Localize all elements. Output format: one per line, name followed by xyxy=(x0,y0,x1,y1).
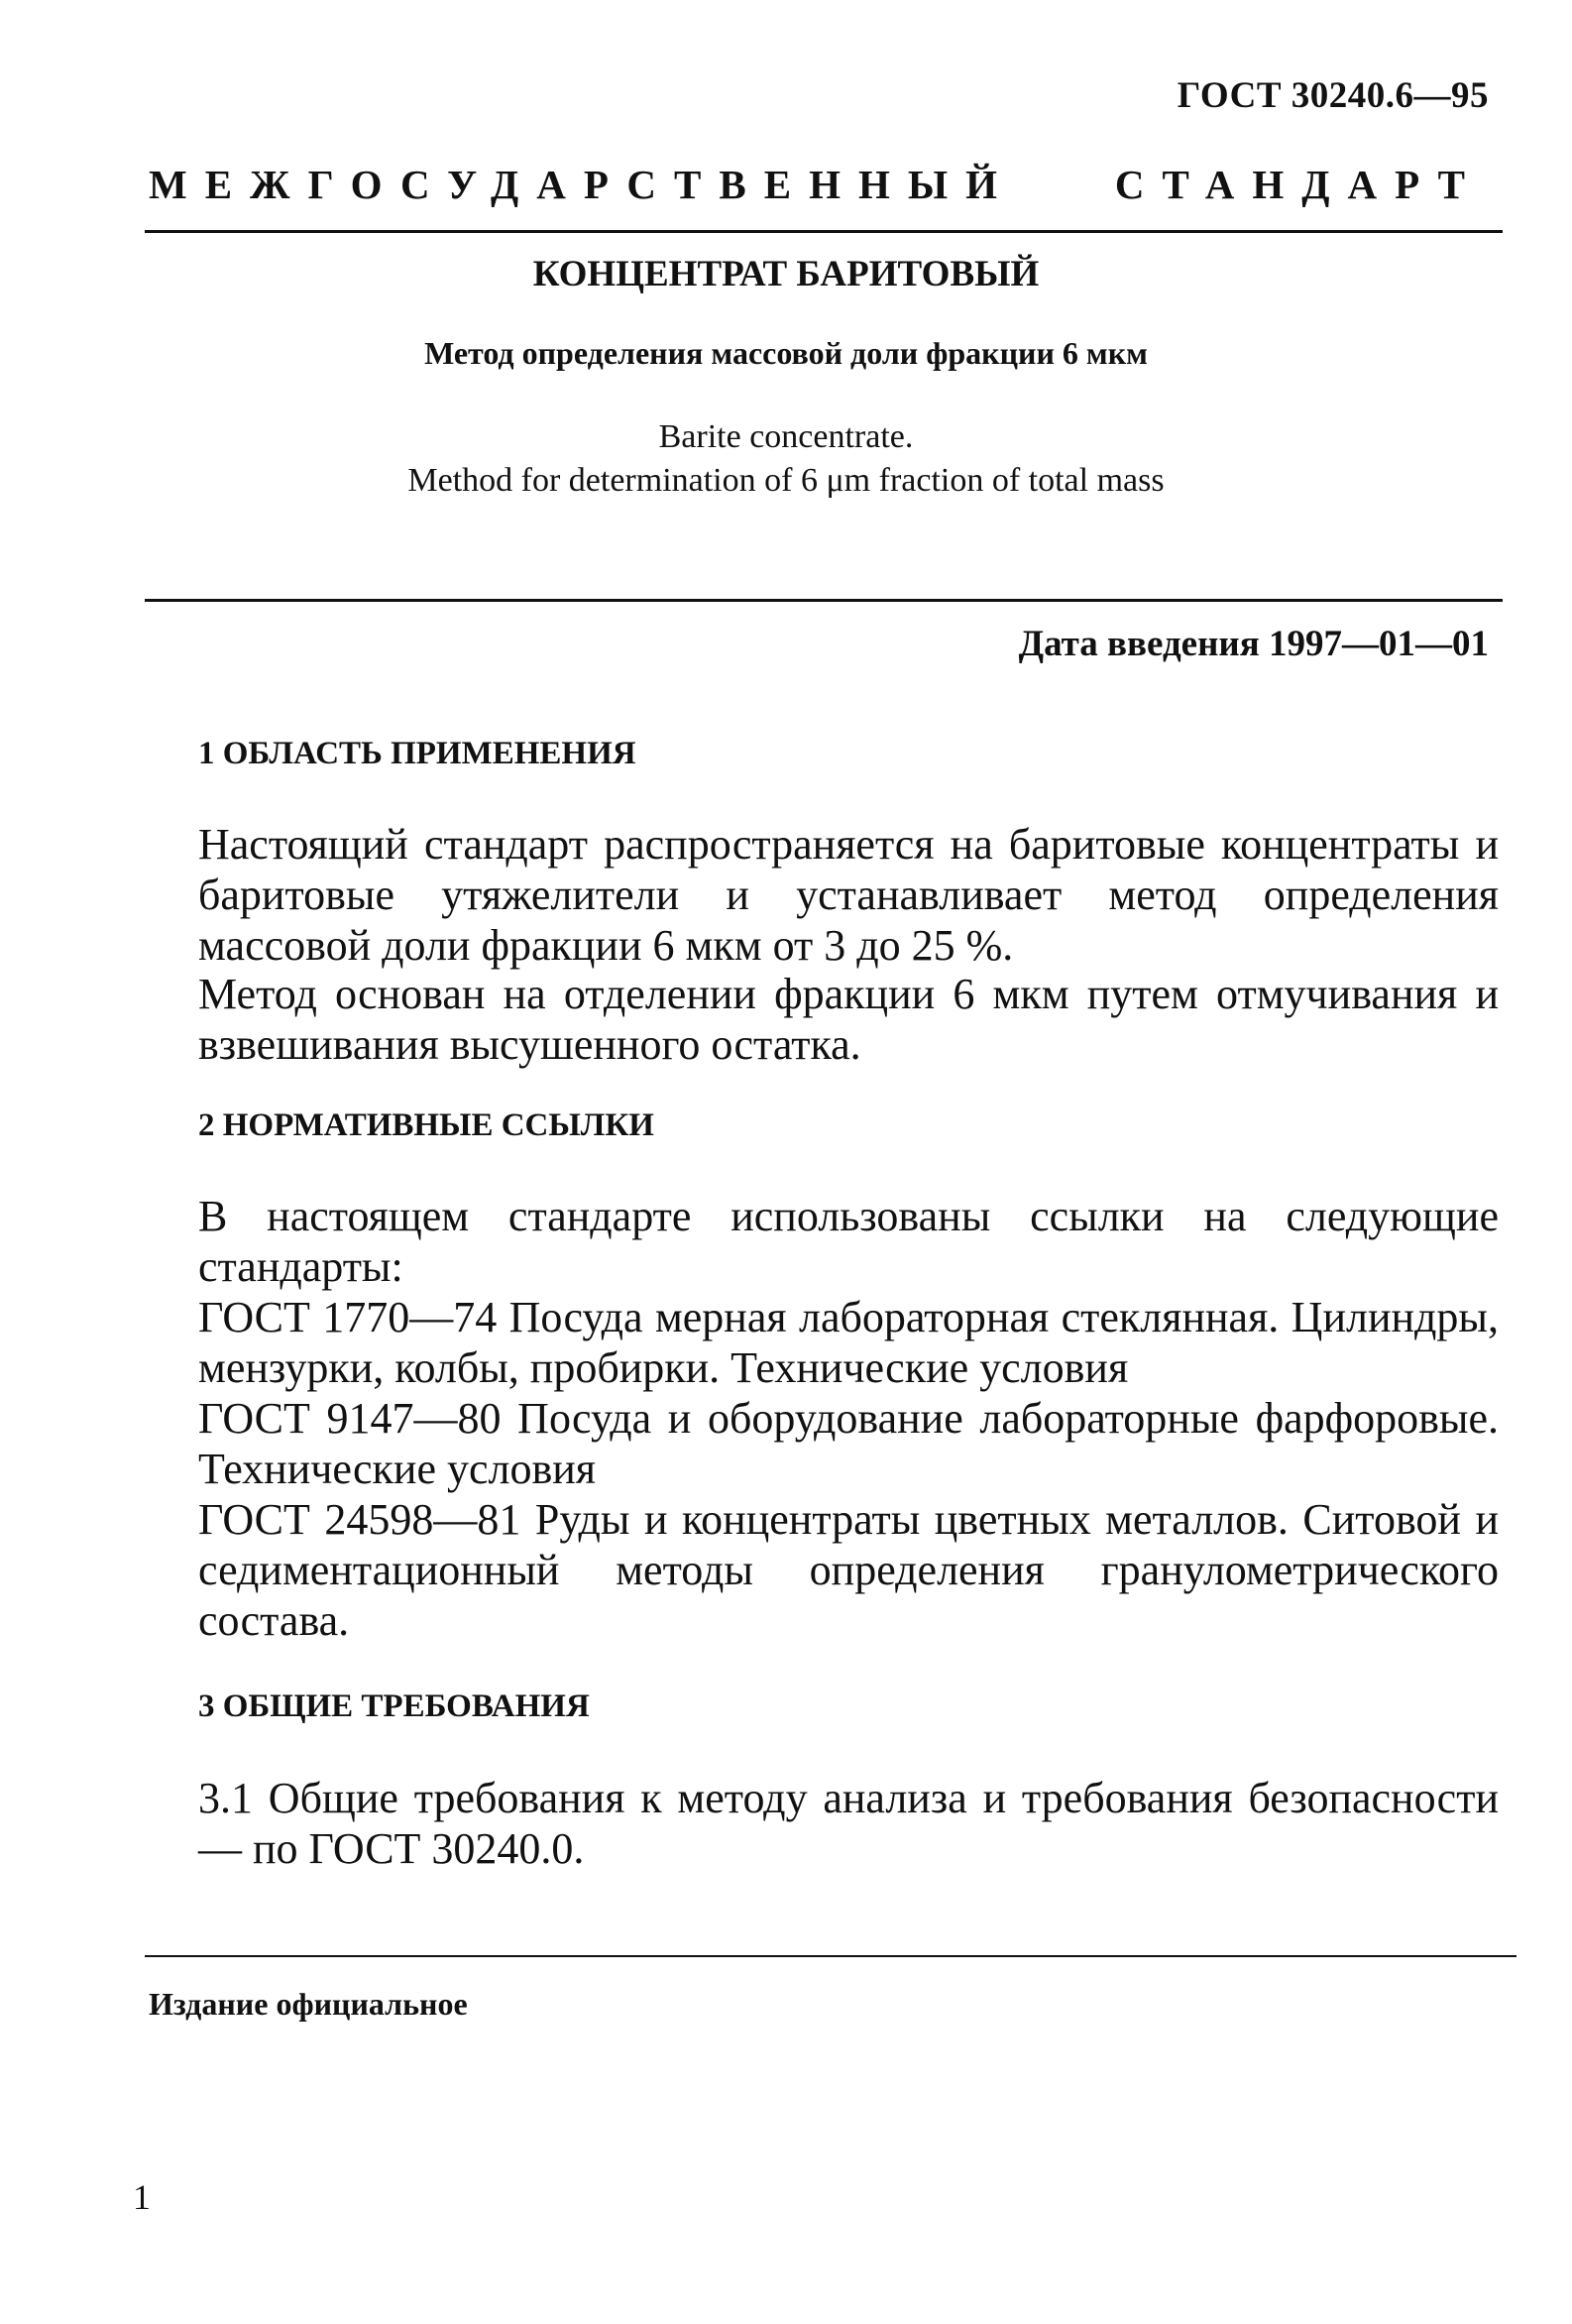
document-subtitle: Метод определения массовой доли фракции 6 мкм xyxy=(424,335,1148,371)
official-edition-label: Издание официальное xyxy=(149,1986,468,2022)
reference-gost-9147: ГОСТ 9147—80 Посуда и оборудование лабораторные фарфоровые. Технические условия xyxy=(198,1394,1499,1493)
section-3-paragraph-1: 3.1 Общие требования к методу анализа и требования безопасности — по ГОСТ 30240.0. xyxy=(198,1774,1499,1873)
introduction-date: Дата введения 1997—01—01 xyxy=(1018,624,1489,664)
section-2-heading: 2 НОРМАТИВНЫЕ ССЫЛКИ xyxy=(198,1107,654,1143)
standard-banner xyxy=(149,161,1483,208)
header-rule xyxy=(145,230,1503,233)
section-1-paragraph-1: Настоящий стандарт распространяется на баритовые концентраты и баритовые утяжелители и устанавливает метод определения массовой доли фракции 6 мкм от 3 до 25 %. xyxy=(198,820,1499,970)
banner-standard: СТАНДАРТ xyxy=(1114,162,1483,207)
reference-gost-1770: ГОСТ 1770—74 Посуда мерная лабораторная стеклянная. Цилиндры, мензурки, колбы, пробирки. Технические условия xyxy=(198,1293,1499,1392)
title-rule xyxy=(145,599,1503,602)
standard-number: ГОСТ 30240.6—95 xyxy=(1177,75,1489,116)
footer-rule xyxy=(145,1955,1516,1957)
document-title: КОНЦЕНТРАТ БАРИТОВЫЙ xyxy=(532,254,1040,294)
section-1-paragraph-2: Метод основан на отделении фракции 6 мкм путем отмучивания и взвешивания высушенного остатка. xyxy=(198,970,1499,1069)
section-1-heading: 1 ОБЛАСТЬ ПРИМЕНЕНИЯ xyxy=(198,736,636,771)
banner-interstate: МЕЖГОСУДАРСТВЕННЫЙ xyxy=(149,162,1015,207)
page-number: 1 xyxy=(133,2177,151,2217)
section-2-paragraph-1: В настоящем стандарте использованы ссылки на следующие стандарты: xyxy=(198,1192,1499,1291)
english-title-line-1: Barite concentrate. xyxy=(658,418,914,455)
reference-gost-24598: ГОСТ 24598—81 Руды и концентраты цветных металлов. Ситовой и седиментационный методы определения гранулометрического состава. xyxy=(198,1495,1499,1645)
section-3-heading: 3 ОБЩИЕ ТРЕБОВАНИЯ xyxy=(198,1688,590,1724)
english-title-line-2: Method for determination of 6 μm fraction of total mass xyxy=(407,462,1165,499)
